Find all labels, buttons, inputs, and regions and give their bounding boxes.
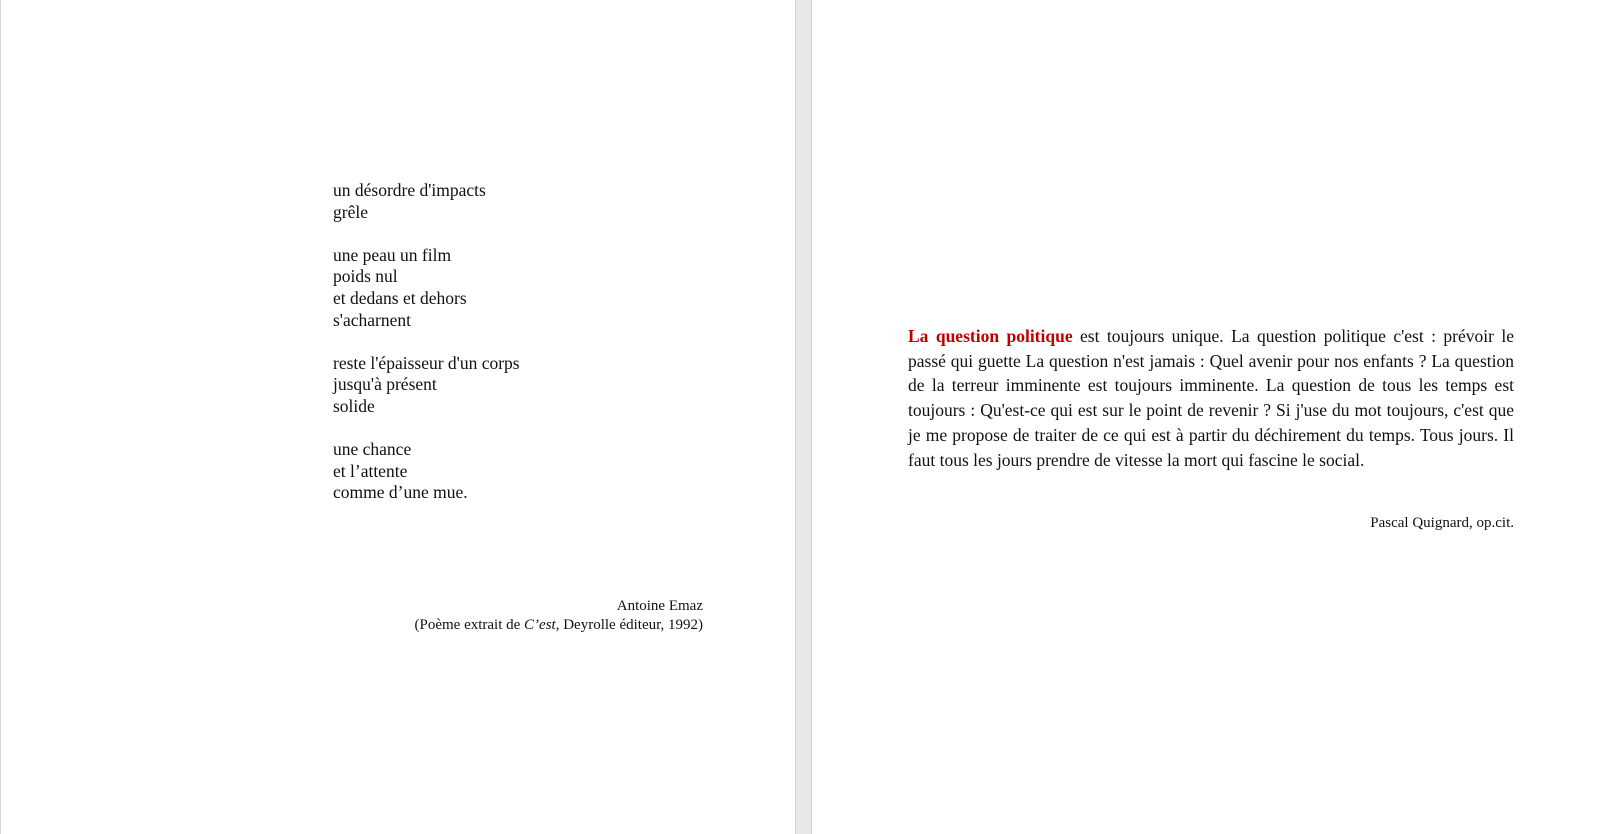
poem-source: [415, 616, 704, 635]
poem-line: et l’attente: [333, 460, 408, 481]
poem-line: une chance: [333, 439, 412, 460]
poem-source-suffix: , Deyrolle éditeur, 1992): [555, 616, 703, 633]
poem-line: un désordre d'impacts: [333, 180, 486, 200]
quote-paragraph: [908, 324, 1514, 472]
poem-line: une peau un film: [333, 244, 452, 265]
poem-source-prefix: (Poème extrait de: [414, 616, 525, 633]
quote-highlight: La question politique: [908, 326, 1073, 346]
poem-stanza: [333, 245, 520, 331]
poem: [333, 180, 520, 504]
page-gutter: [795, 0, 812, 834]
right-page: [812, 0, 1601, 834]
poem-line: s'acharnent: [333, 309, 411, 330]
poem-line: poids nul: [333, 266, 398, 287]
poem-line: jusqu'à présent: [333, 374, 437, 395]
left-page: [0, 0, 795, 834]
poem-line: solide: [333, 395, 375, 416]
poem-stanza: [333, 180, 520, 223]
poem-line: reste l'épaisseur d'un corps: [333, 352, 520, 373]
poem-line: et dedans et dehors: [333, 287, 467, 308]
poem-source-title: C’est: [524, 616, 556, 633]
poem-line: grêle: [333, 201, 368, 222]
quote-body: est toujours unique. La question politique c'est : prévoir le passé qui guette La question n'est jamais : Quel avenir pour nos enfants ? La question de la terreur imminente est toujours imminente. La question de tous les temps est toujours : Qu'est-ce qui est sur le point de revenir ? Si j'use du mot toujours, c'est que je me propose de traiter de ce qui est à partir du déchirement du temps. Tous jours. Il faut tous les jours prendre de vitesse la mort qui fascine le social.: [908, 326, 1514, 470]
poem-stanza: [333, 439, 520, 504]
poem-line: comme d’une mue.: [333, 482, 468, 503]
poem-attribution: [415, 597, 704, 634]
poem-author: Antoine Emaz: [616, 598, 703, 614]
poem-stanza: [333, 353, 520, 418]
quote-source: Pascal Quignard, op.cit.: [1370, 515, 1514, 531]
